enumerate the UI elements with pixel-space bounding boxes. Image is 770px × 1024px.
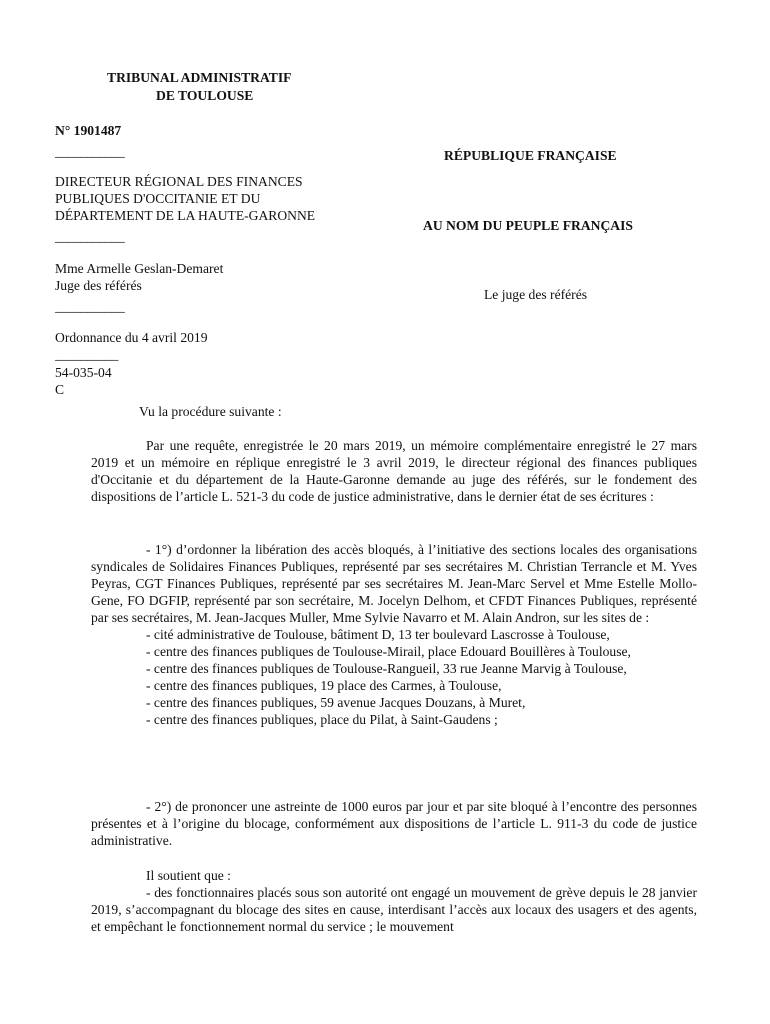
party-line2: PUBLIQUES D'OCCITANIE ET DU <box>55 191 261 206</box>
court-name-line2: DE TOULOUSE <box>156 88 254 103</box>
separator-2: ___________ <box>55 229 125 244</box>
party-line3: DÉPARTEMENT DE LA HAUTE-GARONNE <box>55 208 316 223</box>
demand-2-paragraph: - 2°) de prononcer une astreinte de 1000 euros par jour et par site bloqué à l’encontre des personnes présentes et à l’origine du blocage, conformément aux dispositions de l’article L. 911-3 du code de justice administrative. <box>91 799 697 848</box>
arguments-intro: Il soutient que : <box>146 868 231 883</box>
site-item: - centre des finances publiques, 59 avenue Jacques Douzans, à Muret, <box>146 695 526 710</box>
classification-code: 54-035-04 <box>55 365 112 380</box>
republic-heading: RÉPUBLIQUE FRANÇAISE <box>444 148 617 163</box>
judge-title: Juge des référés <box>55 278 142 293</box>
classification-letter: C <box>55 382 65 397</box>
site-item: - cité administrative de Toulouse, bâtiment D, 13 ter boulevard Lascrosse à Toulouse, <box>146 627 610 642</box>
court-name-line1: TRIBUNAL ADMINISTRATIF <box>107 70 292 85</box>
judge-role: Le juge des référés <box>484 287 588 302</box>
demand-1-paragraph: - 1°) d’ordonner la libération des accès bloqués, à l’initiative des sections locales des organisations syndicales de Solidaires Finances Publiques, représenté par ses secrétaires M. Christian Terrancle et M. Yves Peyras, CGT Finances Publiques, représenté par ses secrétaires M. Jean-Marc Servel et Mme Estelle Mollo-Gene, FO DGFIP, représenté par son secrétaire, M. Jocelyn Delhom, et CFDT Finances Publiques, représenté par ses secrétaires, M. Jean-Jacques Muller, Mme Sylvie Navarro et M. Alain Andron, sur les sites de : <box>91 542 697 625</box>
separator-4: __________ <box>55 347 118 362</box>
order-date: Ordonnance du 4 avril 2019 <box>55 330 208 345</box>
separator-1: ___________ <box>55 144 125 159</box>
party-line1: DIRECTEUR RÉGIONAL DES FINANCES <box>55 174 303 189</box>
procedure-intro: Vu la procédure suivante : <box>139 404 282 419</box>
people-heading: AU NOM DU PEUPLE FRANÇAIS <box>423 218 633 233</box>
request-paragraph: Par une requête, enregistrée le 20 mars 2019, un mémoire complémentaire enregistré le 27 mars 2019 et un mémoire en réplique enregistré le 3 avril 2019, le directeur régional des finances publiques d'Occitanie et du département de la Haute-Garonne demande au juge des référés, sur le fondement des dispositions de l’article L. 521-3 du code de justice administrative, dans le dernier état de ses écritures : <box>91 438 697 504</box>
site-item: - centre des finances publiques de Toulouse-Rangueil, 33 rue Jeanne Marvig à Toulouse, <box>146 661 627 676</box>
judge-name: Mme Armelle Geslan-Demaret <box>55 261 224 276</box>
site-item: - centre des finances publiques, 19 place des Carmes, à Toulouse, <box>146 678 502 693</box>
arguments-paragraph: - des fonctionnaires placés sous son autorité ont engagé un mouvement de grève depuis le 28 janvier 2019, s’accompagnant du blocage des sites en cause, interdisant l’accès aux locaux des usagers et des agents, et empêchant le fonctionnement normal du service ; le mouvement <box>91 885 697 934</box>
site-item: - centre des finances publiques, place du Pilat, à Saint-Gaudens ; <box>146 712 498 727</box>
separator-3: ___________ <box>55 299 125 314</box>
case-number: N° 1901487 <box>55 123 122 138</box>
site-item: - centre des finances publiques de Toulouse-Mirail, place Edouard Bouillères à Toulouse, <box>146 644 631 659</box>
